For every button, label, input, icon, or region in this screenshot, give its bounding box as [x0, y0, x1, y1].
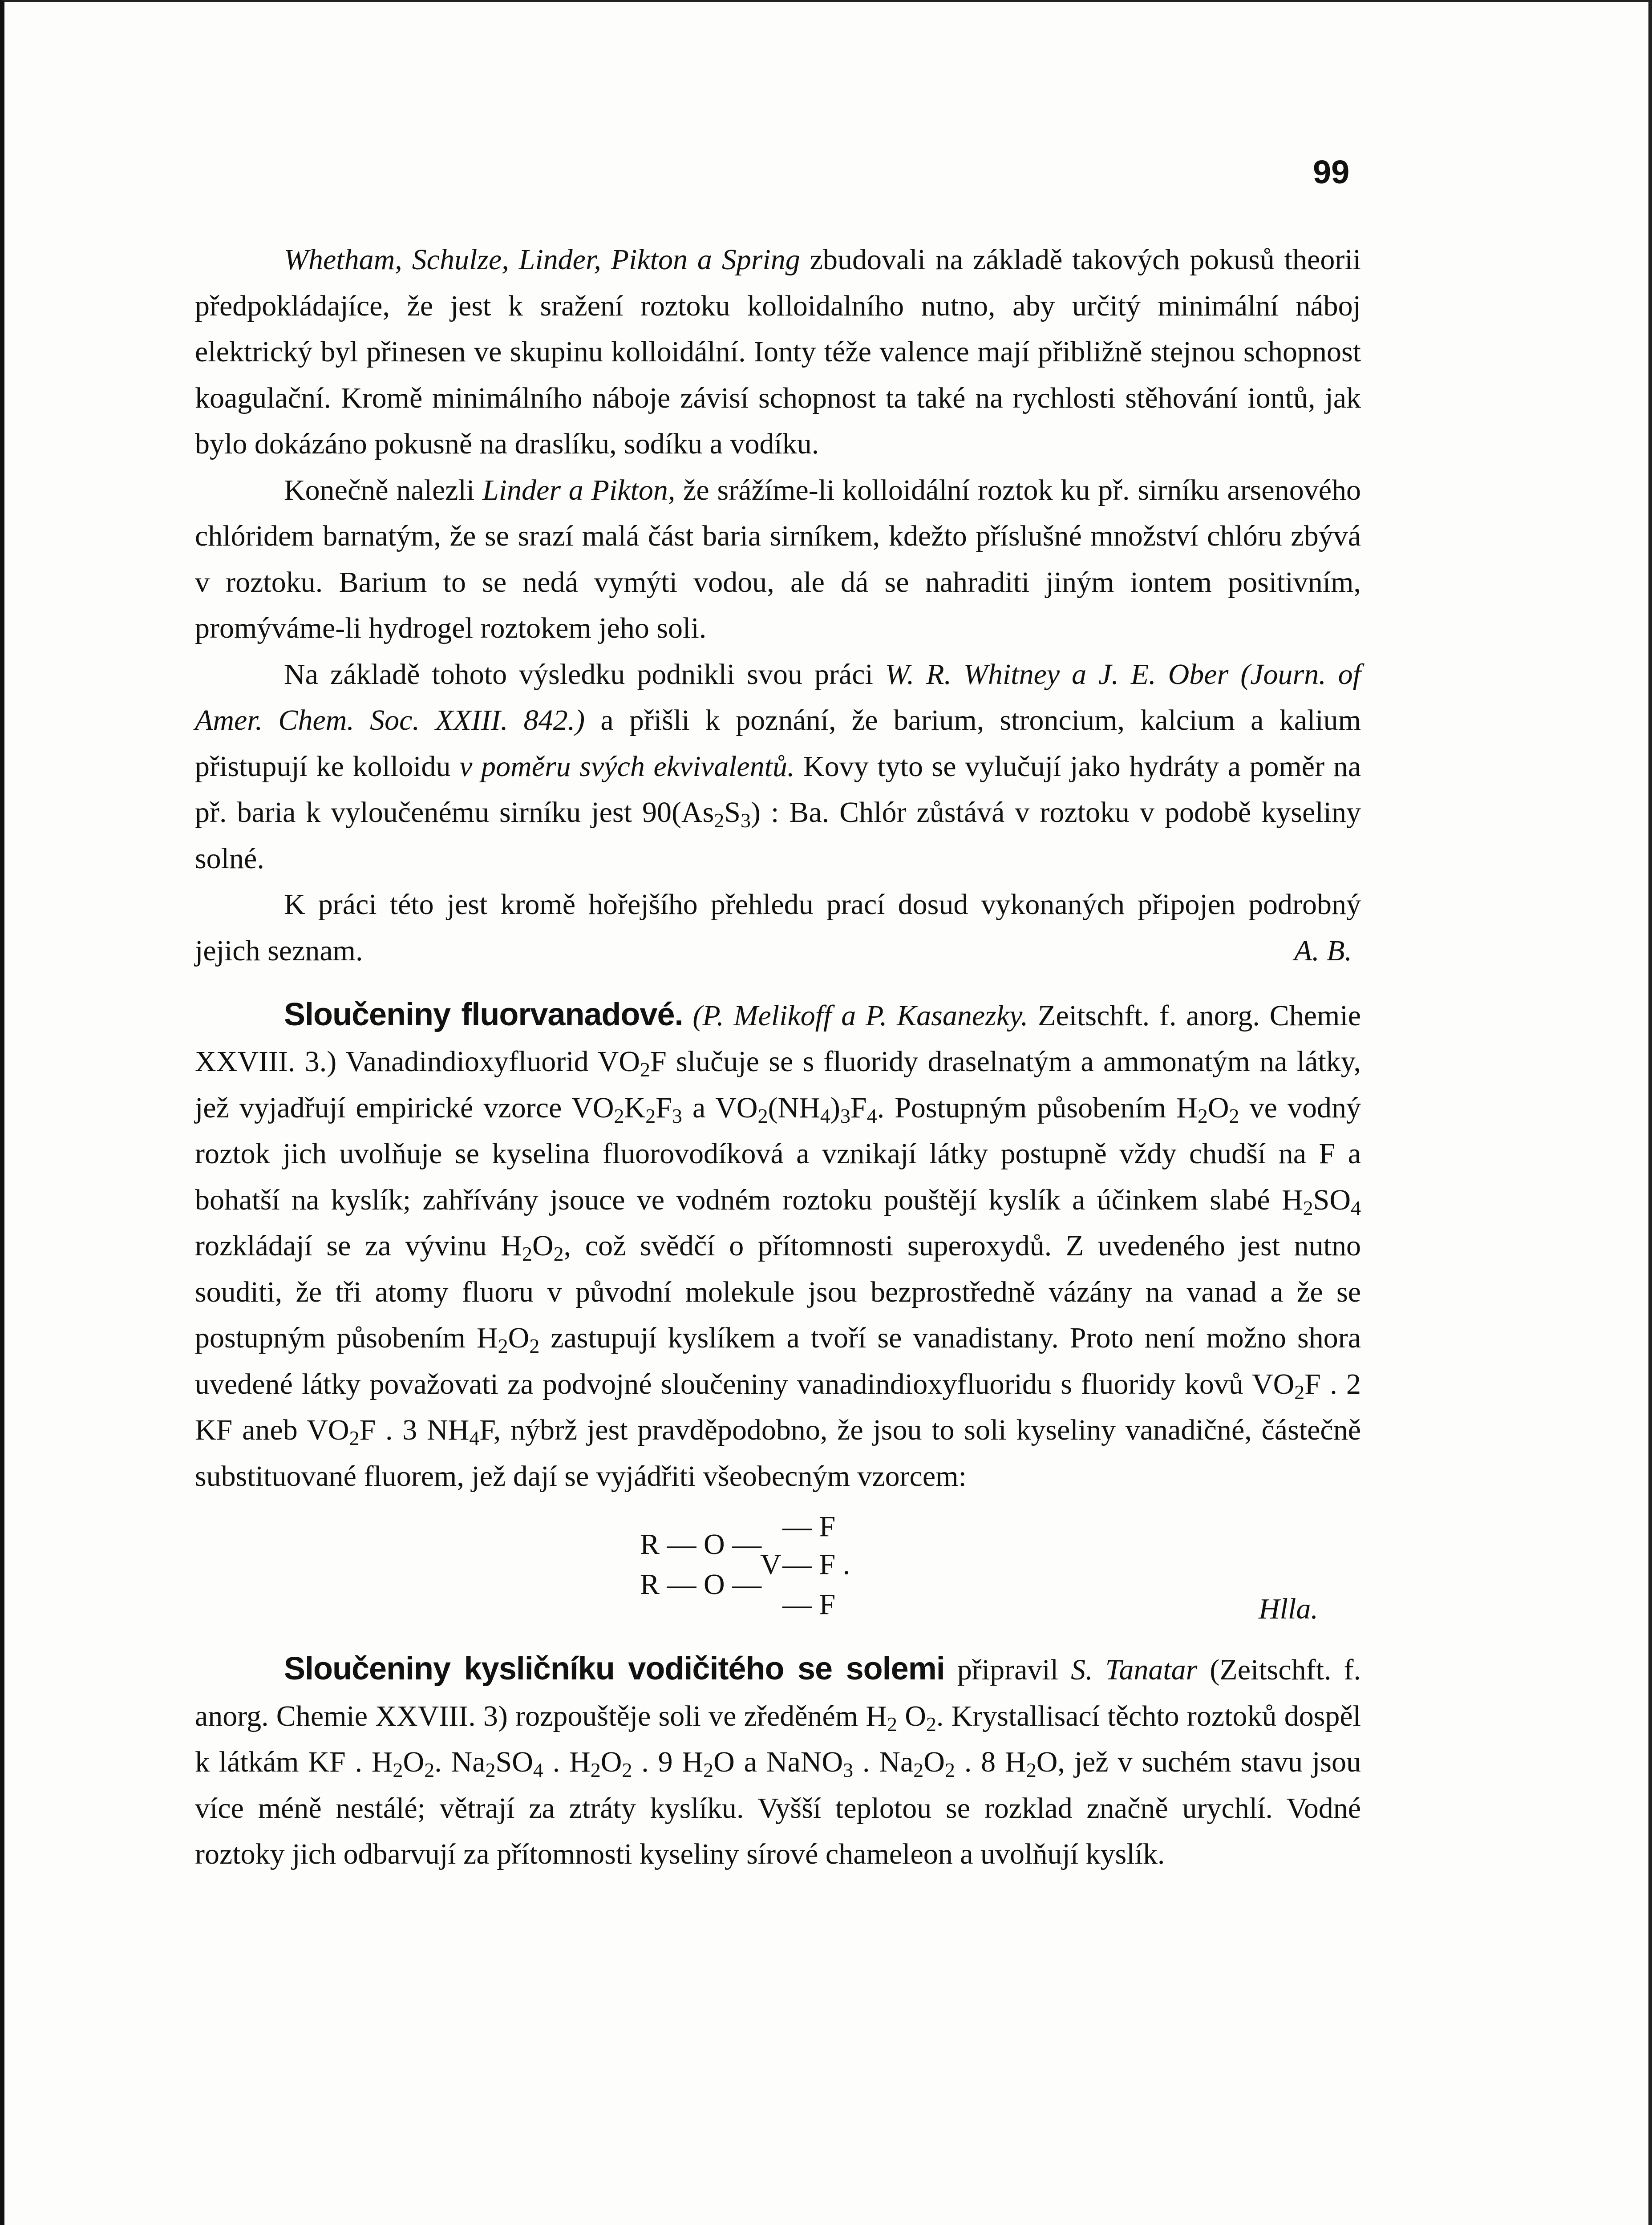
text-run: . 9 H: [632, 1746, 704, 1778]
text-run: O: [508, 1322, 530, 1354]
subscript: 2: [393, 1759, 403, 1781]
subscript: 2: [590, 1759, 601, 1781]
text-run: O, jež v suchém stavu jsou více méně nestálé; větrají za ztráty kyslíku. Vyšší teplotou se rozklad značně urychlí. Vodné roztoky jich odbarvují za přítomnosti kyseliny sírové chameleon a uvolňují kyslík.: [195, 1746, 1361, 1870]
text-run: . Na: [434, 1746, 486, 1778]
subscript: 2: [944, 1759, 955, 1781]
text-run: S: [724, 796, 741, 829]
subscript: 2: [349, 1427, 360, 1449]
text-run: K: [624, 1091, 646, 1124]
subscript: 2: [529, 1335, 540, 1357]
text-run: SO: [495, 1746, 533, 1778]
text-run: O: [600, 1746, 622, 1778]
text-run: SO: [1313, 1183, 1351, 1216]
subscript: 2: [553, 1242, 564, 1265]
text-run: ) : Ba. Chlór zůstává v roztoku v podobě kyseliny solné.: [195, 796, 1361, 875]
subscript: 4: [1351, 1196, 1361, 1219]
signature: A. B.: [1294, 934, 1352, 967]
subscript: 2: [1026, 1759, 1037, 1781]
author: S. Tanatar: [1071, 1654, 1198, 1686]
text-run: . Na: [853, 1746, 914, 1778]
authors: Linder a Pikton,: [482, 473, 676, 506]
subscript: 4: [469, 1427, 480, 1449]
formula-signature: Hlla.: [1259, 1593, 1318, 1625]
subscript: 2: [485, 1759, 496, 1781]
subscript: 2: [498, 1335, 508, 1357]
text-run: F . 3 NH: [359, 1414, 470, 1446]
formula-f-2: — F .: [782, 1548, 850, 1581]
text-run: O: [1207, 1091, 1229, 1124]
subscript: 2: [1197, 1104, 1208, 1127]
text-run: zastupují kyslíkem a tvoří se vanadistany. Proto není možno shora uvedené látky považovati za podvojné sloučeniny vanadindioxyfluoridu s fluoridy kovů VO: [195, 1322, 1361, 1400]
text-run: že srážíme-li kolloidální roztok ku př. sirníku arsenového chlóridem barnatým, že se srazí malá část baria sirníkem, kdežto příslušné množství chlóru zbývá v roztoku. Barium to se nedá vymýti vodou, ale dá se nahraditi jiným iontem positivním, promýváme-li hydrogel roztokem jeho soli.: [195, 473, 1361, 644]
text-run: O: [923, 1746, 945, 1778]
text-run: . Krystallisací těchto roztoků dospěl k látkám KF . H: [195, 1699, 1361, 1778]
formula-ro-1: R — O —: [640, 1528, 762, 1561]
subscript: 2: [522, 1242, 532, 1265]
text-run: Na základě tohoto výsledku podnikli svou práci: [284, 658, 885, 691]
page-number: 99: [1313, 154, 1350, 190]
subscript: 3: [741, 809, 751, 832]
formula-f-1: — F: [782, 1510, 836, 1543]
subscript: 2: [757, 1104, 768, 1127]
structural-formula: [195, 1499, 1361, 1646]
subscript: 2: [1303, 1196, 1313, 1219]
subscript: 3: [672, 1104, 682, 1127]
paragraph-3: [195, 651, 1361, 882]
text-run: O a NaNO: [713, 1746, 843, 1778]
text-run: O: [905, 1699, 926, 1732]
text-run: , což svědčí o přítomnosti superoxydů. Z uvedeného jest nutno souditi, že tři atomy fluoru v původní molekule jsou bezprostředně vázány na vanad a že se postupným působením H: [195, 1230, 1361, 1354]
subscript: 2: [926, 1712, 936, 1736]
subscript: 2: [913, 1759, 924, 1781]
text-run: Kovy tyto se vylučují jako hydráty a poměr na př. baria k vyloučenému sirníku jest 90(As: [195, 750, 1361, 829]
subscript: 4: [820, 1104, 830, 1127]
text-run: F, nýbrž jest pravděpodobno, že jsou to soli kyseliny vanadičné, částečně substituované fluorem, jež dají se vyjádřiti všeobecným vzorcem:: [195, 1414, 1361, 1493]
text-run: a VO: [682, 1091, 758, 1124]
subscript: 2: [424, 1759, 435, 1781]
paragraph-1: [195, 237, 1361, 467]
text-run: . H: [543, 1746, 591, 1778]
text-run: Zeitschft. f. anorg. Chemie XXVIII. 3.) Vanadindioxyfluorid VO: [195, 999, 1361, 1078]
text-run: a přišli k poznání, že barium, stroncium, kalcium a kalium přistupují ke kolloidu: [195, 704, 1361, 783]
authors: Whetham, Schulze, Linder, Pikton a Spring: [284, 243, 800, 276]
text-run: K práci této jest kromě hořejšího přehledu prací dosud vykonaných připojen podrobný jejich seznam.: [195, 888, 1361, 967]
formula-ro-2: R — O —: [640, 1568, 762, 1601]
text-run: O: [403, 1746, 425, 1778]
text-run: F . 2 KF aneb VO: [195, 1367, 1361, 1446]
emphasis: v poměru svých ekvivalentů.: [459, 750, 795, 783]
citation: (P. Melikoff a P. Kasanezky.: [683, 999, 1028, 1032]
section-heading: Sloučeniny fluorvanadové.: [284, 996, 683, 1032]
text-run: ve vodný roztok jich uvolňuje se kyselina fluorovodíková a vznikají látky postupně vždy chudší na F a bohatší na kyslík; zahřívány jsouce ve vodném roztoku pouštějí kyslík a účinkem slabé H: [195, 1091, 1361, 1216]
paragraph-text: zbudovali na základě takových pokusů theorii předpokládajíce, že jest k sražení roztoku kolloidalního nutno, aby určitý minimální náboj elektrický byl přinesen ve skupinu kolloidální. Ionty téže valence mají přibližně stejnou schopnost koagulační. Kromě minimálního náboje závisí schopnost ta také na rychlosti stěhování iontů, jak bylo dokázáno pokusně na draslíku, sodíku a vodíku.: [195, 243, 1361, 460]
subscript: 2: [614, 1104, 624, 1127]
subscript: 2: [622, 1759, 632, 1781]
subscript: 3: [840, 1104, 850, 1127]
text-run: . Postupným působením H: [877, 1091, 1198, 1124]
subscript: 2: [640, 1058, 651, 1081]
subscript: 2: [1294, 1380, 1305, 1404]
section-vodicity: [195, 1646, 1361, 1877]
text-run: O: [532, 1230, 554, 1262]
text-run: . 8 H: [955, 1746, 1026, 1778]
text-run: F slučuje se s fluoridy draselnatým a ammonatým na látky, jež vyjadřují empirické vzorce VO: [195, 1045, 1361, 1124]
citation: W. R. Whitney a J. E. Ober (Journ. of Amer. Chem. Soc. XXIII. 842.): [195, 658, 1361, 736]
subscript: 2: [703, 1759, 714, 1781]
text-run: Konečně nalezli: [284, 473, 482, 506]
page-edge: [1648, 2, 1652, 2225]
page-body: [195, 237, 1361, 1877]
text-run: (NH: [768, 1091, 820, 1124]
subscript: 2: [714, 809, 725, 832]
subscript: 4: [533, 1759, 543, 1781]
section-heading: Sloučeniny kysličníku vodičitého se solemi: [284, 1651, 945, 1687]
subscript: 3: [843, 1759, 854, 1781]
text-run: připravil: [944, 1654, 1071, 1686]
text-run: rozkládají se za vývinu H: [195, 1230, 522, 1262]
subscript: 2: [1229, 1104, 1239, 1127]
subscript: 2: [887, 1712, 897, 1736]
section-fluorvanadove: Sloučeniny fluorvanadové. (P. Melikoff a P. Kasanezky. Zeitschft. f. anorg. Chemie XXVIII. 3.) Vanadindioxyfluorid $VO_2F$ slučuje se s fluoridy draselnatým a ammonatým na látky, jež vyjadřují empirické vzorce $VO_2K_2F_3$ a $VO_2(NH_4)_3F_4$. Postupným působením $H_2O_2$ ve vodný roztok jich uvolňuje se kyselina fluorovodíková a vznikají látky postupně vždy chudší na F a bohatší na kyslík; zahřívány jsouce ve vodném roztoku pouštějí kyslík a účinkem slabé $H_2SO_4$ rozkládají se za vývinu $H_2O_2$, což svědčí o přítomnosti superoxydů. Z uvedeného jest nutno souditi, že tři atomy fluoru v původní molekule jsou bezprostředně vázány na vanad a že se postupným působením $H_2O_2$ zastupují kyslíkem a tvoří se vanadistany. Proto není možno shora uvedené látky považovati za podvojné sloučeniny vanadindioxyfluoridu s fluoridy kovů $VO_2F$ . 2 KF aneb $VO_2F$ . 3 $NH_4F$, nýbrž jest pravděpodobno, že jsou to soli kyseliny vanadičné, částečně substituované fluorem, jež dají se vyjádřiti všeobecným vzorcem:: [195, 996, 1361, 1493]
text-run: (Zeitschft. f. anorg. Chemie XXVIII. 3) rozpouštěje soli ve zředěném H: [195, 1654, 1361, 1732]
subscript: 2: [645, 1104, 656, 1127]
subscript: 4: [866, 1104, 877, 1127]
paragraph-2: [195, 467, 1361, 651]
formula-f-3: — F: [782, 1588, 836, 1621]
formula-v: V: [760, 1548, 781, 1581]
